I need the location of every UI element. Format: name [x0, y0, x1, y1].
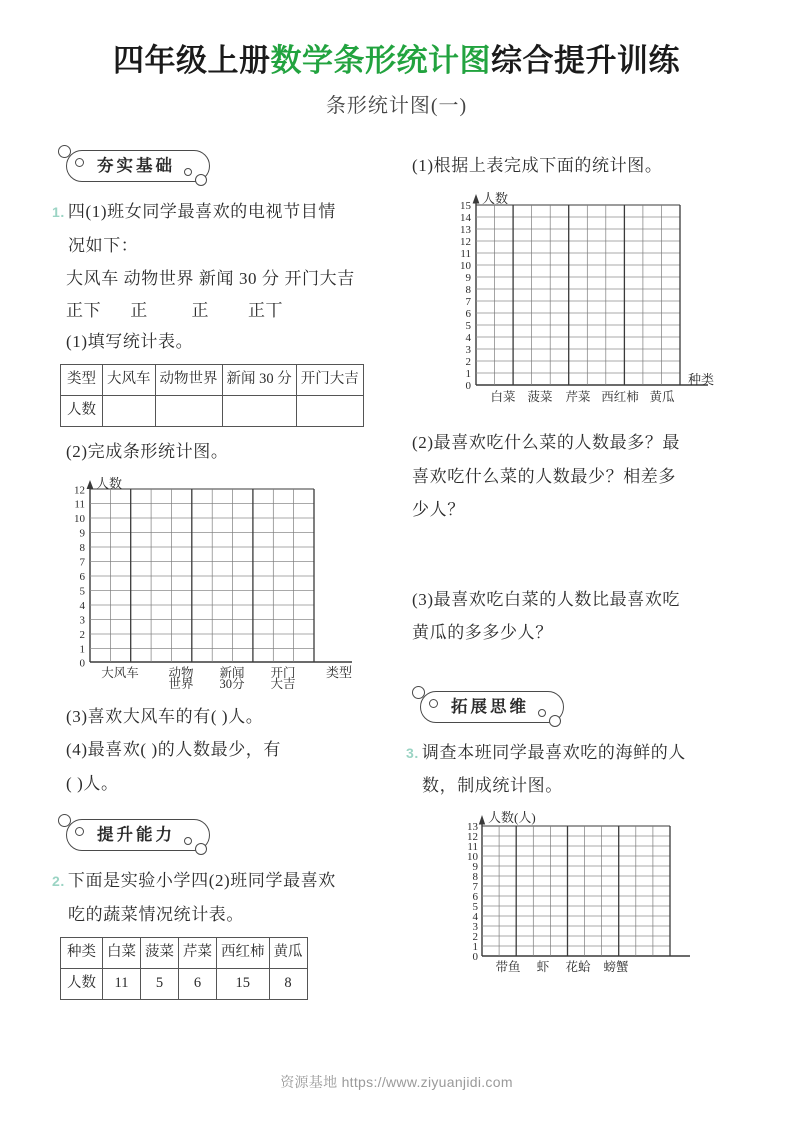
question-1-sub-1-wrap — [52, 326, 397, 357]
question-2-sub-2c: 少人？ — [412, 500, 465, 520]
ytick-2: 2 — [472, 930, 478, 943]
chart-veg-cat-1: 菠菜 — [527, 390, 553, 405]
badge-circle-icon — [549, 715, 561, 727]
question-2-sub-2a: (2)最喜欢吃什么菜的人数最多？最 — [412, 433, 681, 453]
question-3-stem — [406, 737, 751, 768]
chart-tv-cat-2b: 30分 — [219, 676, 245, 689]
ytick-9: 9 — [465, 272, 471, 285]
table-header-veg-2: 芹菜 — [179, 938, 217, 969]
question-number: 1. — [52, 204, 65, 221]
chart-seafood-svg — [450, 808, 720, 978]
question-2-sub-3b: 黄瓜的多多少人？ — [412, 623, 553, 643]
ytick-12: 12 — [467, 830, 478, 843]
ytick-9: 9 — [472, 860, 478, 873]
table-cell-veg-count-0: 11 — [103, 968, 141, 999]
ytick-10: 10 — [467, 850, 478, 863]
ytick-5: 5 — [79, 585, 85, 598]
chart-tv-cat-1a: 动物 — [168, 665, 194, 680]
ytick-8: 8 — [472, 870, 478, 883]
table-header-count: 人数 — [61, 396, 103, 427]
question-2-sub-2b-wrap — [406, 461, 751, 492]
site-watermark: 资源基地 https://www.ziyuanjidi.com — [280, 1074, 513, 1090]
question-2-sub-1: (1)根据上表完成下面的统计图。 — [412, 156, 663, 175]
question-2-stem — [52, 865, 397, 896]
ytick-5: 5 — [472, 900, 478, 913]
ytick-3: 3 — [465, 344, 471, 357]
chart-veg-cat-2: 芹菜 — [565, 390, 591, 405]
question-1-sub-2-wrap — [52, 436, 397, 467]
table-header-cat-2: 新闻 30 分 — [222, 365, 296, 396]
ytick-13: 13 — [460, 224, 471, 237]
chart-veg-xlabel: 种类 — [688, 372, 715, 388]
ytick-7: 7 — [465, 296, 471, 309]
ytick-6: 6 — [472, 890, 478, 903]
badge-circle-icon — [412, 686, 425, 699]
badge-circle-icon — [538, 709, 546, 717]
ytick-0: 0 — [472, 950, 478, 963]
ytick-1: 1 — [465, 368, 471, 381]
ytick-6: 6 — [465, 308, 471, 321]
section-badge-extend — [420, 691, 564, 723]
question-1-sub-4a[interactable]: (4)最喜欢( )的人数最少，有 — [66, 740, 281, 760]
table-row — [61, 365, 364, 396]
question-1-line-2-wrap — [52, 230, 397, 261]
badge-circle-icon — [58, 814, 71, 827]
question-1-sub-3[interactable]: (3)喜欢大风车的有( )人。 — [66, 706, 264, 726]
chart-veg-cat-0: 白菜 — [490, 390, 516, 405]
ytick-15: 15 — [460, 200, 471, 213]
title-segment-suffix: 综合提升训练 — [491, 43, 680, 78]
chart-veg-cat-4: 黄瓜 — [649, 390, 675, 405]
section-badge-improve — [66, 819, 210, 851]
question-1-line-2: 况如下： — [68, 235, 139, 255]
chart-tv-svg — [52, 474, 372, 689]
question-2-sub-1-wrap — [406, 150, 751, 181]
tally-marks: 正下 正 正 正丅 — [66, 300, 284, 320]
ytick-4: 4 — [465, 332, 471, 345]
tally-category-names: 大风车 动物世界 新闻 30 分 开门大吉 — [66, 269, 355, 289]
badge-circle-icon — [184, 837, 192, 845]
ytick-10: 10 — [460, 260, 471, 273]
question-2-sub-2b: 喜欢吃什么菜的人数最少？相差多 — [412, 466, 676, 486]
chart-seafood-cat-2: 花蛤 — [565, 959, 591, 974]
section-badge-label: 拓展思维 — [451, 697, 529, 716]
ytick-5: 5 — [465, 320, 471, 333]
table-header-count: 人数 — [61, 968, 103, 999]
ytick-7: 7 — [79, 556, 85, 569]
ytick-12: 12 — [460, 236, 471, 249]
page-header — [0, 44, 793, 118]
ytick-11: 11 — [467, 840, 478, 853]
table-row — [61, 938, 308, 969]
vegetable-table — [60, 937, 308, 1000]
chart-tv-cat-0: 大风车 — [101, 665, 139, 680]
question-number: 2. — [52, 873, 65, 890]
table-cell-count-1[interactable] — [155, 396, 222, 427]
badge-circle-icon — [195, 843, 207, 855]
section-badge-label: 提升能力 — [97, 825, 175, 844]
ytick-11: 11 — [460, 248, 471, 261]
question-2-line-2-wrap — [52, 899, 397, 930]
ytick-2: 2 — [465, 356, 471, 369]
page-subtitle: 条形统计图(一) — [325, 95, 468, 118]
chart-tv-programs[interactable] — [52, 474, 397, 689]
section-badge-basics — [66, 150, 210, 182]
chart-seafood[interactable] — [450, 808, 751, 978]
ytick-1: 1 — [472, 940, 478, 953]
table-cell-count-0[interactable] — [103, 396, 156, 427]
table-cell-count-2[interactable] — [222, 396, 296, 427]
section-badge-label: 夯实基础 — [97, 157, 175, 175]
chart-tv-cat-1b: 世界 — [168, 676, 194, 689]
question-1-sub-3-wrap — [52, 701, 397, 732]
table-row — [61, 968, 308, 999]
chart-tv-cat-2a: 新闻 — [219, 665, 245, 680]
table-cell-veg-count-4: 8 — [269, 968, 307, 999]
ytick-8: 8 — [79, 541, 85, 554]
table-cell-veg-count-1: 5 — [141, 968, 179, 999]
badge-circle-icon — [195, 174, 207, 186]
page-title — [0, 44, 793, 78]
table-row — [61, 396, 364, 427]
table-header-veg-4: 黄瓜 — [269, 938, 307, 969]
chart-vegetables[interactable] — [440, 187, 751, 415]
question-1-stem — [52, 196, 397, 227]
ytick-3: 3 — [79, 614, 85, 627]
chart-seafood-ylabel: 人数(人) — [488, 809, 536, 825]
table-cell-count-3[interactable] — [296, 396, 363, 427]
ytick-0: 0 — [79, 657, 85, 670]
tv-program-table — [60, 364, 364, 427]
ytick-13: 13 — [467, 820, 478, 833]
ytick-1: 1 — [79, 643, 85, 656]
ytick-9: 9 — [79, 527, 85, 540]
question-1-sub-4a-wrap — [52, 734, 397, 765]
ytick-10: 10 — [74, 512, 85, 525]
table-header-cat-3: 开门大吉 — [296, 365, 363, 396]
chart-seafood-cat-1: 虾 — [536, 959, 550, 974]
table-header-type: 类型 — [61, 365, 103, 396]
badge-circle-icon — [75, 827, 84, 836]
question-2-sub-3a: (3)最喜欢吃白菜的人数比最喜欢吃 — [412, 589, 681, 609]
right-column — [406, 150, 751, 984]
question-3-line-2-wrap — [406, 770, 751, 801]
chart-vegetables-svg — [440, 187, 740, 415]
question-2-line-1: 下面是实验小学四(2)班同学最喜欢 — [67, 871, 336, 891]
ytick-14: 14 — [460, 212, 471, 225]
chart-veg-cat-3: 西红柿 — [601, 390, 639, 405]
ytick-0: 0 — [465, 380, 471, 393]
ytick-11: 11 — [74, 498, 85, 511]
question-1-line-1: 四(1)班女同学最喜欢的电视节目情 — [67, 202, 336, 222]
question-2-sub-2c-wrap — [406, 494, 751, 525]
ytick-8: 8 — [465, 284, 471, 297]
question-2-line-2: 吃的蔬菜情况统计表。 — [68, 904, 244, 924]
question-3-line-1: 调查本班同学最喜欢吃的海鲜的人 — [421, 742, 686, 762]
left-column — [52, 150, 397, 1009]
table-header-veg-1: 菠菜 — [141, 938, 179, 969]
ytick-4: 4 — [79, 599, 85, 612]
question-2-sub-3b-wrap — [406, 617, 751, 648]
question-1-sub-2: (2)完成条形统计图。 — [66, 442, 229, 462]
chart-veg-ylabel: 人数 — [482, 191, 509, 207]
table-cell-veg-count-3: 15 — [217, 968, 270, 999]
title-segment-grade: 四年级上册 — [113, 43, 271, 78]
ytick-4: 4 — [472, 910, 478, 923]
question-number: 3. — [406, 744, 419, 761]
chart-seafood-cat-0: 带鱼 — [495, 959, 521, 974]
badge-circle-icon — [429, 699, 438, 708]
question-2-sub-3a-wrap — [406, 584, 751, 615]
table-header-veg-0: 白菜 — [103, 938, 141, 969]
question-1-sub-4b[interactable]: ( )人。 — [66, 773, 119, 793]
ytick-7: 7 — [472, 880, 478, 893]
table-header-cat-0: 大风车 — [103, 365, 156, 396]
ytick-3: 3 — [472, 920, 478, 933]
chart-seafood-cat-3: 螃蟹 — [603, 959, 629, 974]
badge-circle-icon — [75, 158, 84, 167]
question-2-sub-2a-wrap — [406, 427, 751, 458]
ytick-12: 12 — [74, 484, 85, 497]
question-1-sub-1: (1)填写统计表。 — [66, 332, 194, 352]
chart-tv-cat-3b: 大吉 — [270, 676, 296, 689]
chart-tv-ylabel: 人数 — [96, 475, 123, 491]
table-header-kind: 种类 — [61, 938, 103, 969]
badge-circle-icon — [184, 168, 192, 176]
question-3-line-2: 数，制成统计图。 — [422, 776, 563, 796]
table-cell-veg-count-2: 6 — [179, 968, 217, 999]
chart-tv-cat-3a: 开门 — [270, 665, 296, 680]
chart-tv-xlabel: 类型 — [326, 664, 353, 680]
table-header-cat-1: 动物世界 — [155, 365, 222, 396]
ytick-6: 6 — [79, 570, 85, 583]
ytick-2: 2 — [79, 628, 85, 641]
question-1-sub-4b-wrap — [52, 768, 397, 799]
title-segment-topic: 数学条形统计图 — [270, 43, 491, 78]
table-header-veg-3: 西红柿 — [217, 938, 270, 969]
badge-circle-icon — [58, 145, 71, 158]
